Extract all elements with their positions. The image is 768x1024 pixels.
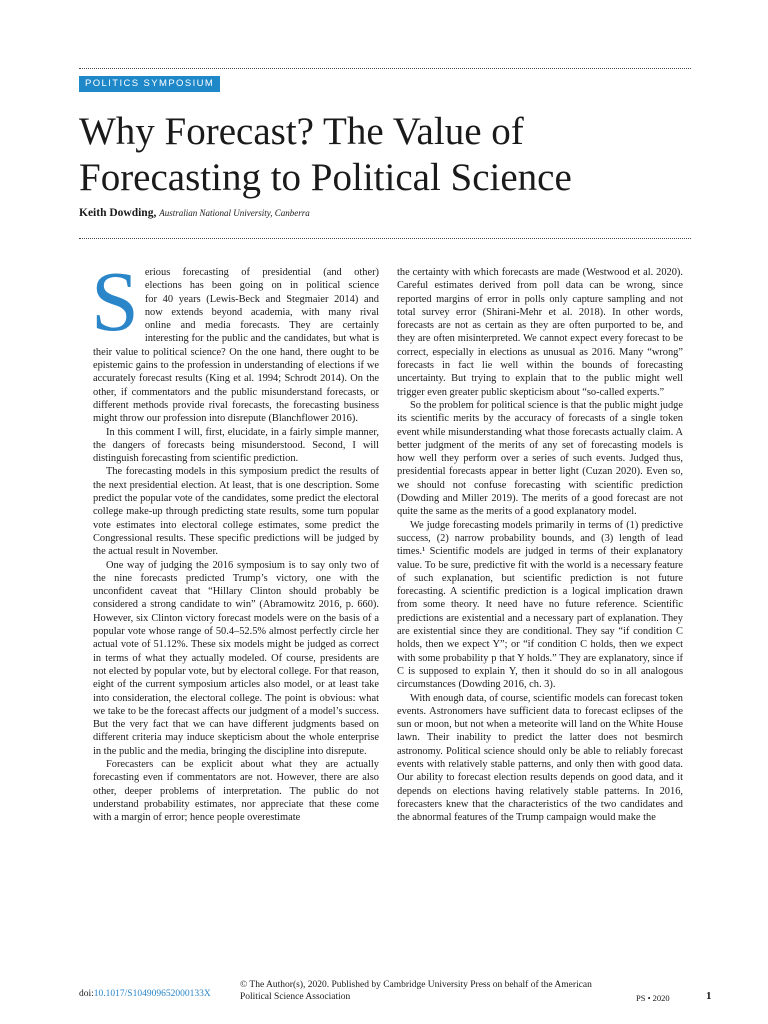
copyright-notice <box>240 979 660 1003</box>
paragraph-3: The forecasting models in this symposium predict the results of the next presidential election. At least, that is one description. Some predict the popular vote of the candidates, some predict the electoral college make-up through predicting state results, some turn popular vote estimates into electoral college estimates, some predict the Congressional results. These specific predictions will be judged by the actual result in November. <box>93 466 379 558</box>
title-line-1: Why Forecast? The Value of <box>79 110 524 153</box>
paragraph-4: One way of judging the 2016 symposium is to say only two of the nine forecasts predicted Trump’s victory, one with the unconfident caveat that “Hillary Clinton should probably be considered a strong candidate to win” (Abramowitz 2016, p. 660). However, six Clinton victory forecast models were on the basis of a popular vote whose range of 50.4–52.5% almost perfectly circle her actual vote of 51.12%. These six models might be judged as correct in terms of what they actually modeled. Of course, presidents are not elected by popular vote, but by electoral college. For that reason, eight of the current symposium articles also model, or at least take into consideration, the electoral college. The point is obvious: what we take to be the forecast affects our judgment of a model’s success. But the very fact that we can have different judgments based on different criteria may induce skepticism about the whole enterprise in the public and the media, bringing the discipline into disrepute. <box>93 559 379 757</box>
doi <box>79 988 211 1000</box>
top-rule <box>79 68 691 69</box>
journal-mark: PS • 2020 <box>636 993 670 1003</box>
paragraph-2: In this comment I will, first, elucidate, in a fairly simple manner, the dangers of forecasts being misunderstood. Second, I will distinguish forecasting from scientific prediction. <box>93 426 379 465</box>
section-badge: POLITICS SYMPOSIUM <box>79 76 220 92</box>
copyright-line-1: © The Author(s), 2020. Published by Cambridge University Press on behalf of the American <box>240 980 592 990</box>
author-name: Keith Dowding, <box>79 207 157 219</box>
doi-prefix: doi: <box>79 989 94 999</box>
paragraph-8: We judge forecasting models primarily in terms of (1) predictive success, (2) narrow probability bounds, and (3) length of lead times.¹ Scientific models are judged in terms of their explanatory value. To be sure, predictive fit with the world is a necessary feature of such explanation, but scientific prediction is not future forecasting. A scientific prediction is a logical implication drawn from some theory. It need have no future reference. Scientific predictions are existential and a necessary part of explanation. They are existential since they are conditional. They say “if condition C holds, then we expect Y”; or “if condition C holds, then we expect with some probability p that Y holds.” They are explanatory, since if C is supposed to explain Y, then it should do so in all analogous circumstances (Dowding 2016, ch. 3). <box>397 519 683 691</box>
paragraph-1-rest: interesting for the public and the candidates, but what is their value to political science? On the one hand, there ought to be epistemic gains to the profession in understanding of elections if we accurately forecast results (King et al. 1994; Schrodt 2014). On the other, if commentators and the public misunderstand forecasts, or different methods provide rival forecasts, the forecasting business might throw our profession into disrepute (Blanchflower 2016). <box>93 333 379 425</box>
left-column <box>91 253 379 824</box>
hang-line: erious forecasting of presidential (and other) <box>144 267 379 278</box>
author-affiliation: Australian National University, Canberra <box>159 208 310 218</box>
copyright-line-2: Political Science Association <box>240 992 351 1002</box>
page-number: 1 <box>706 990 712 1002</box>
paragraph-7: So the problem for political science is that the public might judge its scientific merits by the accuracy of forecasts of a single token event while misunderstanding what those forecasts actually claim. A better judgment of the merits of any set of forecasting models is how well they perform over a series of such events. Judged thus, presidential forecasts appear in better light (Cuzan 2020). Even so, we should not confuse forecasting with scientific prediction (Dowding and Miller 2019). The merits of a good forecast are not quite the same as the merits of a good explanatory model. <box>397 399 683 518</box>
hang-line: online and media forecasts. They are certainly <box>144 320 379 332</box>
drop-cap: S <box>91 253 139 349</box>
paragraph-1 <box>91 253 379 426</box>
hang-line: elections has been going on in political science <box>144 280 379 292</box>
article-title <box>79 109 699 201</box>
right-column <box>397 266 683 824</box>
title-rule <box>79 238 691 239</box>
doi-link[interactable]: 10.1017/S104909652000133X <box>93 989 211 999</box>
paragraph-6: the certainty with which forecasts are made (Westwood et al. 2020). Careful estimates derived from poll data can be wrong, since reported margins of error in polls only capture sampling and not total survey error (Shirani-Mehr et al. 2018). In other words, forecasts are not as certain as they are often purported to be, and they are often misinterpreted. We cannot expect every forecast to be correct, especially in elections as unusual as 2016. Many “wrong” forecasts in fact lie well within the bounds of forecasting uncertainty. But trying to explain that to the public might well trigger even greater public skepticism about “so-called experts.” <box>397 267 683 398</box>
paragraph-9: With enough data, of course, scientific models can forecast token events. Astronomers have sufficient data to forecast eclipses of the sun or moon, but not when a meteorite will land on the White House lawn. Their inability to predict the latter does not besmirch astronomy. Political science should only be able to reliably forecast events with relatively stable patterns, and only then with good data. Our ability to forecast election results depends on good data, and it depends on elections having relatively stable patterns. In 2016, forecasters knew that the characteristics of the two candidates and the abnormal features of the Trump campaign would make the <box>397 692 683 824</box>
paragraph-5: Forecasters can be explicit about what they are actually forecasting even if commentators are not. However, there are also other, deeper problems of interpretation. The public do not understand probability estimates, nor appreciate that these come with a margin of error; hence people overestimate <box>93 758 379 824</box>
hang-line: now extends beyond academia, with many rival <box>144 306 379 318</box>
hang-line: for 40 years (Lewis-Beck and Stegmaier 2014) and <box>144 293 379 305</box>
title-line-2: Forecasting to Political Science <box>79 156 572 199</box>
byline <box>79 207 310 219</box>
